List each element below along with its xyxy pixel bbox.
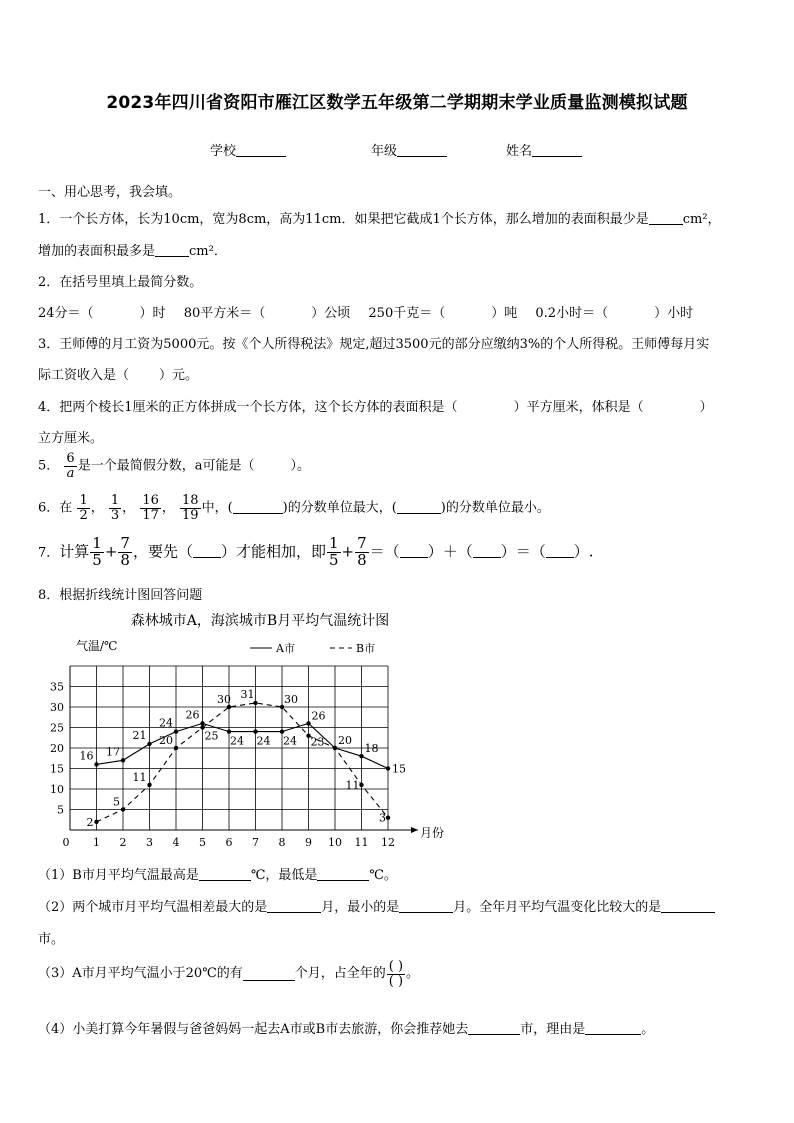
data-label-b: 23: [310, 735, 325, 749]
chart-legend: [250, 642, 375, 655]
fraction: $\frac{18}{19}$: [182, 493, 199, 523]
unit-text: cm²．: [189, 244, 227, 259]
school-field: [210, 140, 286, 159]
data-label-b: 31: [240, 687, 255, 701]
question-1-line-a: [38, 208, 721, 227]
name-label: 姓名: [506, 144, 533, 159]
y-tick-label: 10: [50, 783, 64, 796]
question-8: [38, 584, 202, 603]
data-label-a: 26: [311, 709, 326, 723]
answer-blank[interactable]: [155, 243, 189, 257]
question-text: ）: [699, 400, 713, 415]
y-tick-label: 15: [50, 762, 64, 776]
item-text: 24分＝（: [38, 306, 94, 321]
legend-label-b: B市: [356, 642, 376, 655]
subquestion-4: （4）小美打算今年暑假与爸爸妈妈一起去A市或B市去旅游，你会推荐她去 市，理由是 。: [38, 1022, 655, 1037]
x-tick-label: 7: [252, 836, 259, 849]
grade-field: [371, 140, 447, 159]
answer-blank[interactable]: [473, 542, 501, 558]
question-number: 1．: [38, 212, 60, 227]
question-text: 增加的表面积最多是: [38, 244, 156, 259]
item-text: ）吨: [491, 306, 518, 321]
answer-blank[interactable]: [649, 211, 683, 225]
question-text: 在括号里填上最简分数。: [59, 275, 203, 290]
legend-label-a: A市: [276, 642, 295, 655]
school-blank[interactable]: [236, 143, 286, 157]
x-tick-label: 9: [305, 836, 312, 849]
question-1-line-b: [38, 240, 227, 259]
answer-blank[interactable]: [468, 1021, 520, 1035]
data-point-a: [227, 729, 231, 733]
unit-text: cm²，: [682, 212, 721, 227]
question-text: 计算: [59, 542, 90, 561]
data-label-b: 30: [217, 693, 231, 706]
answer-blank[interactable]: [397, 500, 441, 514]
series-line-b: [97, 703, 389, 822]
page-title: 2023年四川省资阳市雁江区数学五年级第二学期期末学业质量监测模拟试题: [106, 93, 688, 113]
y-tick-label: 30: [50, 701, 64, 714]
temperature-line-chart: [40, 604, 460, 852]
question-number: 5．: [38, 458, 60, 474]
y-tick-label: 35: [50, 680, 64, 694]
data-point-b: [253, 701, 257, 705]
question-6: 6．在 $\frac{1}{2}$ ， $\frac{1}{3}$ ， $\frac{16}{17}$ ， $\frac{18}{19}$ 中，( )的分数单位最大，( )的分数单位最小。: [38, 493, 550, 523]
school-label: 学校: [210, 144, 237, 159]
subquestion-2-line-b: 市。: [38, 932, 65, 947]
answer-blank[interactable]: [400, 542, 428, 558]
data-label-a: 24: [256, 734, 271, 748]
data-point-b: [147, 783, 151, 787]
question-2-items: [38, 302, 693, 321]
data-point-a: [121, 758, 125, 762]
x-axis-arrow: [411, 827, 418, 833]
question-4-line-b: 立方厘米。: [38, 431, 104, 446]
answer-fraction[interactable]: $\frac{( )}{( )}$: [388, 959, 404, 989]
item-text: 250千克＝（: [368, 306, 446, 321]
data-point-b: [333, 746, 337, 750]
fraction: $\frac{1}{2}$: [79, 493, 88, 523]
answer-blank[interactable]: [267, 899, 321, 913]
data-label-a: 18: [364, 742, 379, 756]
x-tick-label: 0: [62, 836, 70, 849]
data-point-a: [253, 729, 257, 733]
fraction: $\frac{7}{8}$: [120, 534, 130, 569]
answer-blank[interactable]: [243, 967, 295, 981]
data-point-a: [280, 729, 284, 733]
item-text: ）公顷: [311, 306, 351, 321]
answer-blank[interactable]: [546, 542, 574, 558]
question-number: 8．: [38, 588, 60, 603]
grade-blank[interactable]: [397, 143, 447, 157]
answer-blank[interactable]: [233, 500, 283, 514]
data-label-a: 24: [159, 716, 173, 730]
data-label-b: 2: [86, 815, 94, 829]
data-label-b: 11: [132, 770, 147, 784]
data-label-a: 16: [79, 749, 94, 763]
question-number: 4．: [38, 400, 60, 415]
subquestion-3: （3）A市月平均气温小于20℃的有 个月，占全年的 $\frac{( )}{( )}$ 。: [38, 959, 420, 989]
data-label-a: 24: [230, 734, 244, 748]
data-label-a: 15: [392, 762, 406, 776]
x-tick-label: 5: [199, 836, 206, 849]
item-text: 80平方米＝（: [183, 306, 266, 321]
data-label-b: 3: [379, 811, 386, 825]
chart-series: [80, 688, 407, 829]
y-tick-label: 5: [57, 803, 64, 817]
x-axis-label: 月份: [420, 826, 445, 840]
data-label-a: 21: [132, 728, 147, 742]
item-text: 0.2小时＝（: [535, 306, 609, 321]
data-point-b: [386, 816, 390, 820]
fraction: $\frac{1}{5}$: [329, 534, 339, 569]
answer-blank[interactable]: [199, 867, 251, 881]
name-blank[interactable]: [532, 143, 582, 157]
data-point-a: [200, 721, 204, 725]
answer-blank[interactable]: [661, 899, 715, 913]
data-point-a: [359, 754, 363, 758]
question-text: 一个长方体，长为10cm，宽为8cm，高为11cm．如果把它截成1个长方体，那么增加的表面积最少是: [59, 212, 649, 227]
question-text: ）平方厘米，体积是（: [513, 400, 644, 415]
fraction: $\frac{6}{a}$: [66, 451, 75, 481]
data-label-a: 17: [106, 745, 120, 759]
data-label-b: 5: [113, 795, 120, 809]
question-3-line-a: [38, 333, 709, 352]
data-point-b: [359, 783, 363, 787]
data-label-b: 25: [204, 729, 219, 743]
x-tick-label: 1: [93, 836, 100, 849]
data-point-b: [121, 807, 125, 811]
question-text: )的分数单位最大，(: [282, 500, 397, 516]
data-label-b: 20: [159, 734, 173, 747]
question-text: )的分数单位最小。: [440, 500, 550, 516]
y-axis-label: 气温/℃: [76, 639, 118, 653]
x-tick-label: 8: [278, 836, 286, 849]
x-tick-label: 4: [172, 836, 180, 849]
x-tick-label: 11: [354, 836, 369, 849]
subquestion-1: （1）B市月平均气温最高是 ℃，最低是 ℃。: [38, 868, 397, 883]
answer-blank[interactable]: [585, 1021, 641, 1035]
data-point-a: [147, 742, 151, 746]
name-field: [506, 140, 582, 159]
answer-blank[interactable]: [193, 542, 221, 558]
data-point-a: [386, 766, 390, 770]
data-label-a: 24: [283, 734, 297, 748]
question-number: 2．: [38, 275, 60, 290]
y-tick-label: 25: [50, 721, 64, 735]
section-heading: 一、用心思考，我会填。: [38, 185, 182, 200]
question-text: 把两个棱长1厘米的正方体拼成一个长方体，这个长方体的表面积是（: [59, 400, 458, 415]
data-label-a: 20: [338, 734, 352, 747]
x-tick-label: 10: [328, 836, 342, 849]
question-text: ）元。: [159, 368, 199, 383]
data-point-b: [94, 820, 98, 824]
x-tick-label: 6: [225, 836, 233, 849]
question-3-line-b: [38, 364, 198, 383]
y-tick-label: 20: [50, 742, 64, 755]
fraction: $\frac{16}{17}$: [142, 493, 159, 523]
question-text: 中，(: [201, 500, 233, 516]
question-number: 6．: [38, 500, 60, 516]
item-text: ）小时: [654, 306, 694, 321]
grade-label: 年级: [371, 144, 398, 159]
question-text: 是一个最简假分数，a可能是（: [77, 458, 255, 474]
question-7: 7．计算 $\frac{1}{5}$ + $\frac{7}{8}$ ，要先（ ）才能相加，即 $\frac{1}{5}$ + $\frac{7}{8}$ ＝（ ）＋（ ）＝（ ）.: [38, 534, 594, 569]
question-text: ，要先（: [132, 542, 193, 561]
answer-blank[interactable]: [317, 867, 369, 881]
question-number: 3．: [38, 337, 60, 352]
data-label-b: 30: [284, 693, 298, 706]
data-point-b: [174, 746, 178, 750]
item-text: ）时: [139, 306, 166, 321]
question-text: 王师傅的月工资为5000元。按《个人所得税法》规定,超过3500元的部分应缴纳3%的个人所得税。王师傅每月实: [59, 337, 710, 352]
question-5: [38, 452, 310, 480]
answer-blank[interactable]: [399, 899, 453, 913]
question-text: 在: [59, 500, 73, 516]
question-text: ）。: [290, 458, 310, 474]
fraction: $\frac{1}{5}$: [92, 534, 102, 569]
data-label-a: 26: [185, 708, 200, 722]
fraction: $\frac{1}{3}$: [110, 493, 120, 523]
question-4-line-a: [38, 396, 713, 415]
x-tick-label: 2: [119, 836, 127, 849]
question-text: 际工资收入是（: [38, 368, 130, 383]
chart-title: 森林城市A，海滨城市B月平均气温统计图: [130, 613, 390, 629]
question-text: ）才能相加，即: [220, 542, 326, 561]
fraction: $\frac{7}{8}$: [357, 534, 367, 569]
question-number: 7．: [38, 545, 60, 561]
question-text: 根据折线统计图回答问题: [59, 588, 203, 603]
subquestion-2-line-a: （2）两个城市月平均气温相差最大的是 月，最小的是 月。全年月平均气温变化比较大的是: [38, 896, 715, 915]
question-2: [38, 271, 202, 290]
data-point-a: [174, 729, 178, 733]
data-point-a: [306, 721, 310, 725]
x-tick-label: 3: [146, 836, 153, 849]
data-label-b: 11: [345, 778, 360, 792]
x-tick-label: 12: [381, 836, 395, 849]
data-point-a: [94, 762, 98, 766]
